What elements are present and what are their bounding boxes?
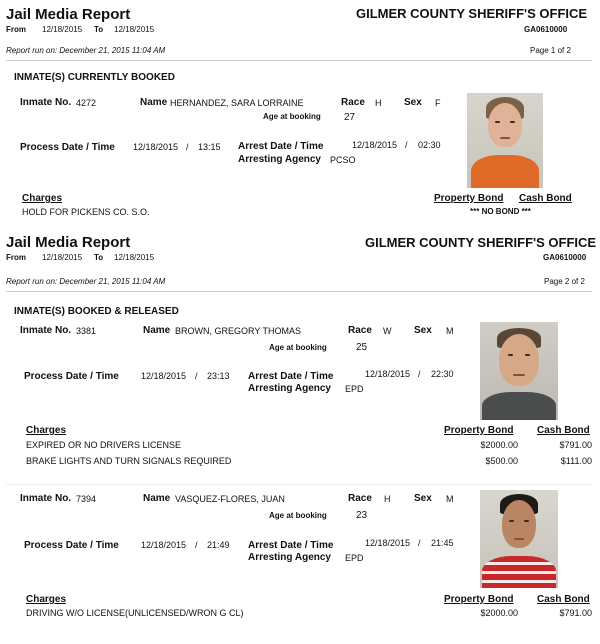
section-heading: INMATE(S) BOOKED & RELEASED <box>14 306 179 317</box>
process-label: Process Date / Time <box>20 142 115 153</box>
inmate-name: HERNANDEZ, SARA LORRAINE <box>170 98 304 108</box>
mugshot-image <box>480 322 558 420</box>
arresting-agency: PCSO <box>330 155 356 165</box>
process-separator: / <box>195 540 198 550</box>
arresting-agency: EPD <box>345 384 364 394</box>
mugshot-image <box>467 93 543 188</box>
charge-description: EXPIRED OR NO DRIVERS LICENSE <box>26 440 182 450</box>
inmate-no-label: Inmate No. <box>20 325 72 336</box>
age-label: Age at booking <box>269 343 327 352</box>
divider <box>6 60 592 61</box>
to-date: 12/18/2015 <box>114 253 155 262</box>
charge-description: HOLD FOR PICKENS CO. S.O. <box>22 207 150 217</box>
from-label: From <box>6 25 26 34</box>
arresting-agency: EPD <box>345 553 364 563</box>
charges-header: Charges <box>26 425 67 436</box>
report-run-on: Report run on: December 21, 2015 11:04 AM <box>6 46 166 55</box>
arrest-label: Arrest Date / Time <box>238 141 324 152</box>
cash-bond-amount: $791.00 <box>559 440 592 450</box>
arrest-time: 22:30 <box>431 369 454 379</box>
to-date: 12/18/2015 <box>114 25 155 34</box>
process-label: Process Date / Time <box>24 540 119 551</box>
name-label: Name <box>143 325 171 336</box>
from-label: From <box>6 253 26 262</box>
divider <box>6 291 592 292</box>
race-value: H <box>384 494 391 504</box>
property-bond-header: Property Bond <box>434 193 504 204</box>
arrest-date: 12/18/2015 <box>365 538 411 548</box>
sex-value: M <box>446 326 454 336</box>
inmate-no-label: Inmate No. <box>20 493 72 504</box>
agency-id: GA0610000 <box>543 253 587 262</box>
sex-label: Sex <box>404 97 422 108</box>
charges-header: Charges <box>26 594 67 605</box>
process-date: 12/18/2015 <box>141 540 187 550</box>
charges-header: Charges <box>22 193 63 204</box>
cash-bond-header: Cash Bond <box>519 193 572 204</box>
arrest-date: 12/18/2015 <box>352 140 398 150</box>
to-label: To <box>94 253 104 262</box>
inmate-no: 3381 <box>76 326 97 336</box>
agency-label: Arresting Agency <box>248 552 331 563</box>
cash-bond-amount: $791.00 <box>559 608 592 618</box>
cash-bond-amount: $111.00 <box>560 456 592 466</box>
property-bond-amount: $500.00 <box>485 456 518 466</box>
arrest-time: 21:45 <box>431 538 454 548</box>
mugshot-image <box>480 490 558 588</box>
arrest-date: 12/18/2015 <box>365 369 411 379</box>
process-separator: / <box>186 142 189 152</box>
charge-description: BRAKE LIGHTS AND TURN SIGNALS REQUIRED <box>26 456 232 466</box>
sex-label: Sex <box>414 325 432 336</box>
page-number: Page 2 of 2 <box>544 277 585 286</box>
age-label: Age at booking <box>269 511 327 520</box>
sex-label: Sex <box>414 493 432 504</box>
from-date: 12/18/2015 <box>42 253 83 262</box>
process-label: Process Date / Time <box>24 371 119 382</box>
race-value: W <box>383 326 392 336</box>
report-run-on: Report run on: December 21, 2015 11:04 AM <box>6 277 166 286</box>
inmate-no: 7394 <box>76 494 97 504</box>
race-label: Race <box>341 97 365 108</box>
age-value: 27 <box>344 112 356 123</box>
agency-id: GA0610000 <box>524 25 568 34</box>
charge-description: DRIVING W/O LICENSE(UNLICENSED/WRON G CL) <box>26 608 244 618</box>
arrest-time: 02:30 <box>418 140 441 150</box>
agency-label: Arresting Agency <box>238 154 321 165</box>
inmate-no-label: Inmate No. <box>20 97 72 108</box>
office-name: GILMER COUNTY SHERIFF'S OFFICE <box>356 6 588 21</box>
race-label: Race <box>348 325 372 336</box>
arrest-label: Arrest Date / Time <box>248 371 334 382</box>
process-time: 13:15 <box>198 142 221 152</box>
arrest-separator: / <box>418 369 421 379</box>
report-title: Jail Media Report <box>6 234 131 251</box>
process-date: 12/18/2015 <box>141 371 187 381</box>
race-label: Race <box>348 493 372 504</box>
report-title: Jail Media Report <box>6 6 131 23</box>
section-heading: INMATE(S) CURRENTLY BOOKED <box>14 72 175 83</box>
process-time: 21:49 <box>207 540 230 550</box>
arrest-separator: / <box>405 140 408 150</box>
property-bond-amount: $2000.00 <box>480 608 518 618</box>
process-date: 12/18/2015 <box>133 142 179 152</box>
cash-bond-header: Cash Bond <box>537 425 590 436</box>
no-bond-note: *** NO BOND *** <box>470 207 531 216</box>
agency-label: Arresting Agency <box>248 383 331 394</box>
inmate-name: BROWN, GREGORY THOMAS <box>175 326 302 336</box>
sex-value: M <box>446 494 454 504</box>
arrest-separator: / <box>418 538 421 548</box>
name-label: Name <box>143 493 171 504</box>
arrest-label: Arrest Date / Time <box>248 540 334 551</box>
from-date: 12/18/2015 <box>42 25 83 34</box>
property-bond-header: Property Bond <box>444 594 514 605</box>
age-value: 23 <box>356 510 368 521</box>
inmate-no: 4272 <box>76 98 97 108</box>
process-separator: / <box>195 371 198 381</box>
office-name: GILMER COUNTY SHERIFF'S OFFICE <box>365 235 597 250</box>
page-number: Page 1 of 2 <box>530 46 571 55</box>
property-bond-amount: $2000.00 <box>480 440 518 450</box>
divider <box>6 484 592 485</box>
age-value: 25 <box>356 342 368 353</box>
to-label: To <box>94 25 104 34</box>
property-bond-header: Property Bond <box>444 425 514 436</box>
process-time: 23:13 <box>207 371 230 381</box>
cash-bond-header: Cash Bond <box>537 594 590 605</box>
age-label: Age at booking <box>263 112 321 121</box>
sex-value: F <box>435 98 441 108</box>
inmate-name: VASQUEZ-FLORES, JUAN <box>175 494 285 504</box>
race-value: H <box>375 98 382 108</box>
name-label: Name <box>140 97 168 108</box>
